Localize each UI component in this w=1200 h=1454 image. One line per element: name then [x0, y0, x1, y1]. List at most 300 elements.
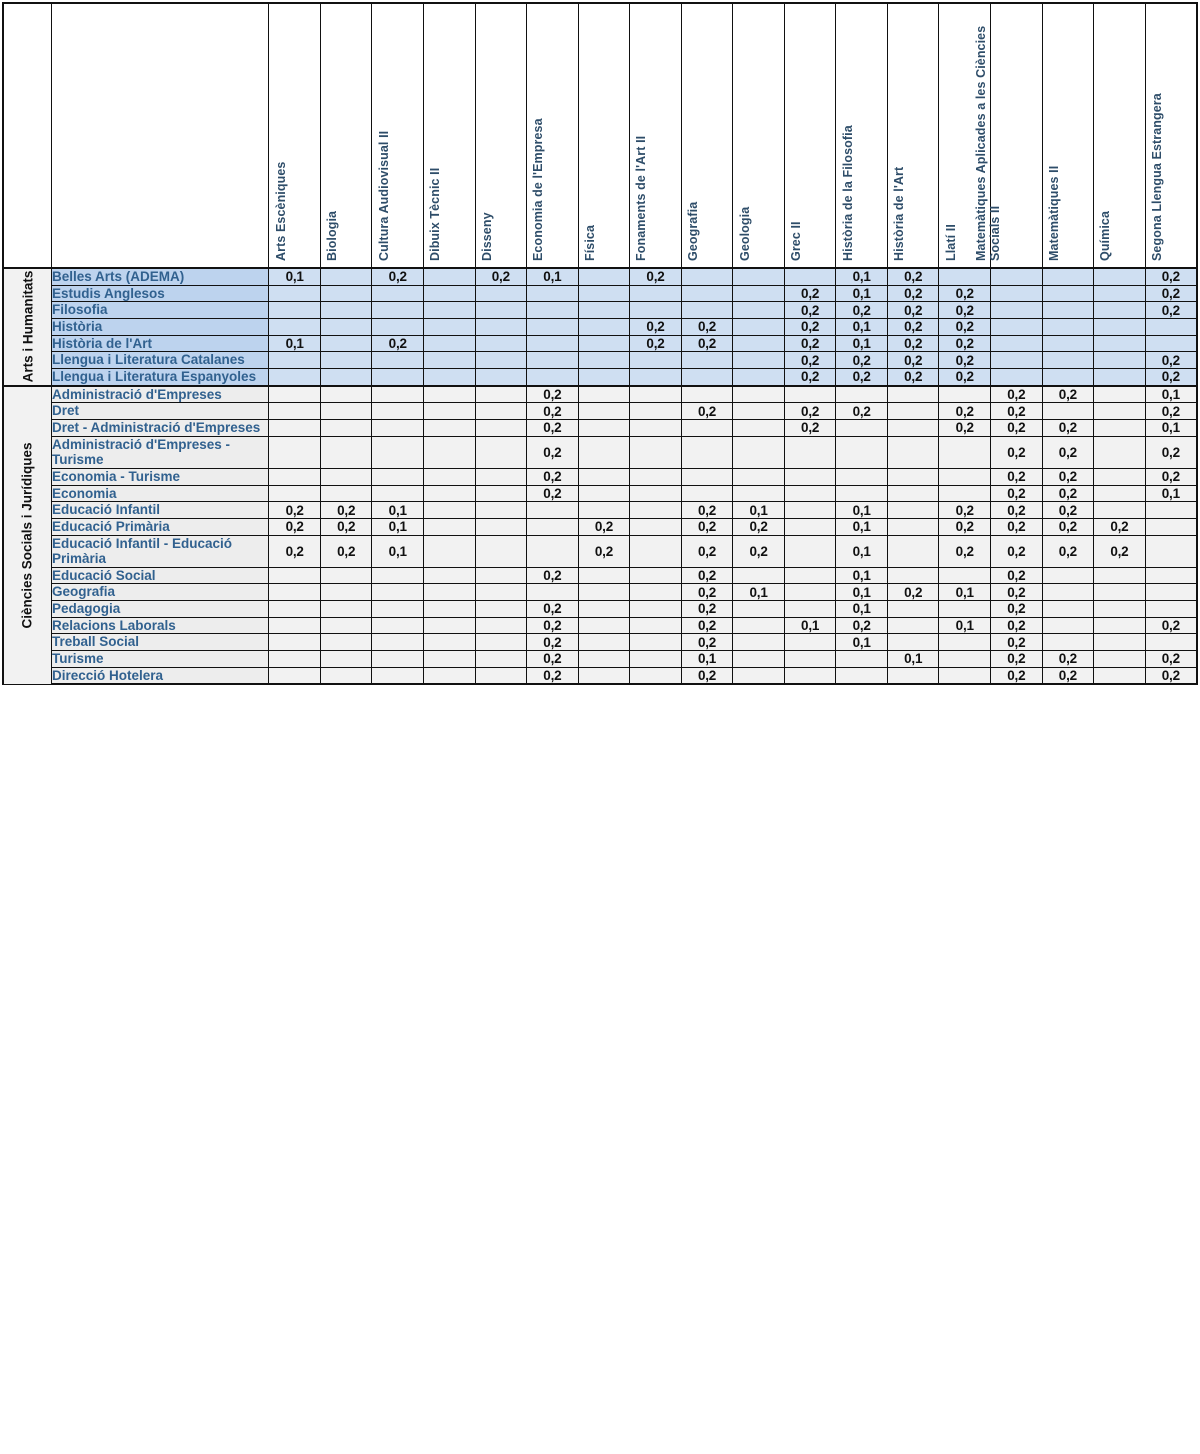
weight-cell: [887, 403, 939, 420]
table-row: [3, 502, 1197, 519]
weight-cell: [733, 667, 785, 684]
weight-cell: [733, 617, 785, 634]
weight-cell: 0,1: [372, 518, 424, 535]
weight-cell: [527, 285, 579, 302]
weight-cell: [578, 335, 630, 352]
weight-cell: [1094, 436, 1146, 468]
weight-cell: 0,2: [1145, 285, 1197, 302]
weight-cell: 0,2: [475, 268, 527, 285]
weight-cell: [424, 386, 476, 403]
column-header-label: Disseny: [479, 212, 494, 261]
weight-cell: [372, 318, 424, 335]
weight-cell: [320, 667, 372, 684]
weight-cell: [1094, 634, 1146, 651]
weight-cell: [1094, 268, 1146, 285]
weight-cell: [578, 601, 630, 618]
weight-cell: [269, 368, 321, 385]
weight-cell: [630, 352, 682, 369]
weight-cell: 0,1: [836, 518, 888, 535]
degree-name-cell: Treball Social: [52, 634, 269, 651]
weight-cell: 0,1: [269, 335, 321, 352]
column-header-label: Matemàtiques II: [1046, 165, 1061, 261]
degree-name-cell: Relacions Laborals: [52, 617, 269, 634]
weight-cell: 0,1: [836, 567, 888, 584]
weight-cell: [630, 302, 682, 319]
weight-cell: 0,2: [991, 502, 1043, 519]
weight-cell: [630, 468, 682, 485]
weight-cell: [1094, 567, 1146, 584]
weight-cell: [320, 285, 372, 302]
weight-cell: [424, 667, 476, 684]
weight-cell: [320, 584, 372, 601]
weight-cell: 0,2: [630, 318, 682, 335]
weight-cell: [320, 352, 372, 369]
degree-name-cell: Dret - Administració d'Empreses: [52, 419, 269, 436]
weight-cell: [269, 318, 321, 335]
weight-cell: [733, 651, 785, 668]
column-header-label: Geologia: [737, 206, 752, 261]
column-header-label: Llatí II: [943, 224, 958, 261]
degree-name-cell: Educació Infantil - Educació Primària: [52, 535, 269, 567]
weight-cell: [424, 518, 476, 535]
table-row: [3, 335, 1197, 352]
table-row: [3, 436, 1197, 468]
column-header-matemàtiques-ii: [1042, 3, 1094, 268]
weight-cell: 0,2: [991, 518, 1043, 535]
weight-cell: [681, 352, 733, 369]
weight-cell: 0,2: [784, 302, 836, 319]
weight-cell: 0,2: [784, 403, 836, 420]
weight-cell: [630, 584, 682, 601]
weight-cell: 0,1: [887, 651, 939, 668]
weight-cell: [424, 485, 476, 502]
weight-cell: 0,2: [887, 302, 939, 319]
weight-cell: 0,2: [1145, 302, 1197, 319]
weight-cell: 0,2: [1145, 268, 1197, 285]
weight-cell: 0,2: [527, 617, 579, 634]
weight-cell: [630, 634, 682, 651]
weight-cell: 0,2: [836, 352, 888, 369]
weight-cell: [784, 502, 836, 519]
weight-cell: 0,2: [1145, 352, 1197, 369]
weight-cell: [733, 468, 785, 485]
weight-cell: [578, 567, 630, 584]
weight-cell: [1094, 302, 1146, 319]
weight-cell: [1145, 567, 1197, 584]
weight-cell: 0,2: [527, 468, 579, 485]
weight-cell: [527, 518, 579, 535]
weight-cell: [578, 386, 630, 403]
column-header-història-de-la-filosofia: [836, 3, 888, 268]
weight-cell: [320, 403, 372, 420]
weight-cell: [939, 436, 991, 468]
column-header-grec-ii: [784, 3, 836, 268]
table-row: [3, 617, 1197, 634]
weight-cell: [991, 335, 1043, 352]
group-label-ciencies-socials-i-juridiques: [3, 386, 52, 685]
table-row: [3, 419, 1197, 436]
weight-cell: [1042, 368, 1094, 385]
weight-cell: [1094, 352, 1146, 369]
weight-cell: [1042, 352, 1094, 369]
weight-cell: [320, 386, 372, 403]
weight-cell: [784, 667, 836, 684]
weight-cell: [887, 436, 939, 468]
weight-cell: [372, 436, 424, 468]
weight-cell: [630, 601, 682, 618]
weight-cell: [1042, 601, 1094, 618]
weight-cell: [475, 318, 527, 335]
weight-cell: [578, 302, 630, 319]
weight-cell: [681, 386, 733, 403]
weight-cell: [372, 386, 424, 403]
weight-cell: [887, 667, 939, 684]
weight-cell: [836, 468, 888, 485]
weighting-table-sheet: [0, 2, 1200, 1454]
weight-cell: 0,2: [991, 651, 1043, 668]
weight-cell: 0,1: [372, 502, 424, 519]
table-row: [3, 302, 1197, 319]
weight-cell: 0,2: [372, 335, 424, 352]
weight-cell: [1145, 335, 1197, 352]
column-header-geologia: [733, 3, 785, 268]
weight-cell: [320, 436, 372, 468]
weight-cell: [1042, 302, 1094, 319]
weight-cell: 0,2: [1042, 535, 1094, 567]
weight-cell: 0,2: [1145, 468, 1197, 485]
weight-cell: [475, 634, 527, 651]
weight-cell: [372, 468, 424, 485]
weight-cell: 0,2: [887, 268, 939, 285]
weight-cell: [475, 535, 527, 567]
weight-cell: 0,2: [784, 285, 836, 302]
weight-cell: [681, 468, 733, 485]
weight-cell: [269, 634, 321, 651]
weight-cell: [1042, 285, 1094, 302]
column-header-label: Dibuix Tècnic II: [428, 167, 443, 261]
weight-cell: 0,2: [527, 485, 579, 502]
column-header-label: Història de la Filosofia: [840, 125, 855, 261]
weight-cell: 0,1: [733, 584, 785, 601]
weight-cell: [320, 651, 372, 668]
table-row: [3, 584, 1197, 601]
weight-cell: 0,2: [939, 285, 991, 302]
weight-cell: [836, 436, 888, 468]
weight-cell: [1042, 335, 1094, 352]
column-header-label: Cultura Audiovisual II: [376, 130, 391, 261]
weight-cell: 0,2: [939, 535, 991, 567]
weight-cell: [630, 617, 682, 634]
weight-cell: [784, 584, 836, 601]
weight-cell: [733, 302, 785, 319]
weight-cell: [836, 485, 888, 502]
weight-cell: [784, 468, 836, 485]
weight-cell: [939, 567, 991, 584]
weight-cell: [269, 403, 321, 420]
weight-cell: [527, 502, 579, 519]
weight-cell: [372, 368, 424, 385]
weight-cell: [681, 419, 733, 436]
weight-cell: 0,1: [836, 335, 888, 352]
weight-cell: 0,2: [681, 584, 733, 601]
degree-name-cell: Economia - Turisme: [52, 468, 269, 485]
weight-cell: [372, 403, 424, 420]
table-body: [3, 268, 1197, 684]
weight-cell: [630, 651, 682, 668]
weight-cell: 0,2: [991, 419, 1043, 436]
weight-cell: [424, 535, 476, 567]
weight-cell: [733, 368, 785, 385]
weight-cell: 0,2: [320, 518, 372, 535]
weight-cell: 0,1: [681, 651, 733, 668]
weight-cell: 0,2: [1042, 386, 1094, 403]
weight-cell: 0,2: [991, 667, 1043, 684]
weight-cell: [269, 386, 321, 403]
weight-cell: [1094, 368, 1146, 385]
weight-cell: [1094, 502, 1146, 519]
weight-cell: [733, 634, 785, 651]
weight-cell: 0,2: [991, 386, 1043, 403]
weight-cell: 0,2: [784, 318, 836, 335]
weight-cell: [424, 436, 476, 468]
weight-cell: 0,2: [887, 335, 939, 352]
weight-cell: [836, 651, 888, 668]
weight-cell: [269, 419, 321, 436]
weight-cell: [733, 601, 785, 618]
weight-cell: [320, 335, 372, 352]
weight-cell: [527, 584, 579, 601]
weight-cell: 0,2: [681, 667, 733, 684]
weight-cell: [269, 601, 321, 618]
degree-name-cell: Història de l'Art: [52, 335, 269, 352]
weight-cell: [578, 285, 630, 302]
weight-cell: [630, 436, 682, 468]
column-header-història-de-lart: [887, 3, 939, 268]
weight-cell: [424, 285, 476, 302]
degree-name-cell: Educació Primària: [52, 518, 269, 535]
column-header-cultura-audiovisual-ii: [372, 3, 424, 268]
weight-cell: [269, 485, 321, 502]
weight-cell: [372, 302, 424, 319]
weight-cell: [475, 485, 527, 502]
weight-cell: [475, 335, 527, 352]
weight-cell: 0,2: [681, 567, 733, 584]
weight-cell: [372, 617, 424, 634]
weight-cell: 0,2: [527, 601, 579, 618]
weight-cell: 0,2: [1145, 368, 1197, 385]
weight-cell: [630, 419, 682, 436]
column-header-biologia: [320, 3, 372, 268]
weight-cell: 0,2: [527, 651, 579, 668]
weight-cell: [939, 601, 991, 618]
table-row: [3, 667, 1197, 684]
weight-cell: [1094, 468, 1146, 485]
weight-cell: [475, 368, 527, 385]
table-row: [3, 485, 1197, 502]
weight-cell: [269, 436, 321, 468]
weight-cell: 0,2: [784, 352, 836, 369]
weight-cell: [1094, 651, 1146, 668]
weight-cell: 0,2: [630, 335, 682, 352]
weight-cell: [630, 502, 682, 519]
weight-cell: [630, 285, 682, 302]
table-row: [3, 386, 1197, 403]
weight-cell: [269, 302, 321, 319]
group-label-text: Ciències Socials i Jurídiques: [20, 442, 36, 629]
column-header-segona-llengua-estrangera: [1145, 3, 1197, 268]
weight-cell: 0,2: [1042, 667, 1094, 684]
weight-cell: [784, 567, 836, 584]
weight-cell: [1145, 318, 1197, 335]
weight-cell: [1094, 667, 1146, 684]
weight-cell: 0,2: [681, 318, 733, 335]
column-header-disseny: [475, 3, 527, 268]
weight-cell: [630, 368, 682, 385]
weight-cell: 0,2: [1042, 651, 1094, 668]
weight-cell: [578, 419, 630, 436]
table-row: [3, 535, 1197, 567]
weight-cell: [527, 352, 579, 369]
weight-cell: [372, 285, 424, 302]
weight-cell: [887, 617, 939, 634]
weight-cell: 0,2: [939, 302, 991, 319]
subject-weighting-table: [2, 2, 1198, 685]
column-header-geografia: [681, 3, 733, 268]
weight-cell: [991, 318, 1043, 335]
weight-cell: [475, 651, 527, 668]
degree-name-cell: Filosofia: [52, 302, 269, 319]
weight-cell: 0,1: [1145, 386, 1197, 403]
weight-cell: 0,2: [578, 518, 630, 535]
weight-cell: 0,2: [939, 518, 991, 535]
weight-cell: 0,2: [784, 368, 836, 385]
weight-cell: 0,2: [1145, 651, 1197, 668]
table-row: [3, 601, 1197, 618]
weight-cell: [475, 436, 527, 468]
degree-name-cell: Administració d'Empreses: [52, 386, 269, 403]
weight-cell: [887, 567, 939, 584]
weight-cell: [372, 419, 424, 436]
weight-cell: [887, 601, 939, 618]
weight-cell: 0,1: [733, 502, 785, 519]
weight-cell: 0,1: [939, 584, 991, 601]
weight-cell: 0,2: [269, 518, 321, 535]
weight-cell: [320, 318, 372, 335]
weight-cell: 0,2: [991, 403, 1043, 420]
weight-cell: [320, 419, 372, 436]
weight-cell: [578, 268, 630, 285]
weight-cell: 0,2: [681, 634, 733, 651]
weight-cell: 0,1: [836, 318, 888, 335]
weight-cell: [527, 302, 579, 319]
weight-cell: 0,2: [681, 403, 733, 420]
weight-cell: 0,2: [681, 335, 733, 352]
weight-cell: [578, 584, 630, 601]
weight-cell: [269, 667, 321, 684]
weight-cell: [578, 318, 630, 335]
weight-cell: 0,2: [939, 403, 991, 420]
weight-cell: 0,1: [836, 634, 888, 651]
weight-cell: 0,2: [939, 419, 991, 436]
weight-cell: 0,2: [991, 485, 1043, 502]
weight-cell: 0,1: [836, 268, 888, 285]
weight-cell: [1145, 535, 1197, 567]
weight-cell: [1042, 634, 1094, 651]
weight-cell: 0,2: [887, 368, 939, 385]
weight-cell: 0,2: [681, 502, 733, 519]
weight-cell: [733, 285, 785, 302]
weight-cell: [733, 419, 785, 436]
weight-cell: [424, 634, 476, 651]
weight-cell: [372, 584, 424, 601]
weight-cell: 0,2: [1042, 419, 1094, 436]
weight-cell: [1094, 601, 1146, 618]
weight-cell: 0,2: [887, 584, 939, 601]
weight-cell: 0,1: [836, 285, 888, 302]
weight-cell: [681, 268, 733, 285]
weight-cell: [939, 485, 991, 502]
weight-cell: [784, 436, 836, 468]
weight-cell: 0,2: [527, 667, 579, 684]
weight-cell: [475, 518, 527, 535]
column-header-label: Arts Escèniques: [273, 161, 288, 261]
column-header-economia-de-lempresa: [527, 3, 579, 268]
weight-cell: 0,2: [1094, 518, 1146, 535]
weight-cell: 0,2: [1145, 617, 1197, 634]
weight-cell: [1145, 584, 1197, 601]
weight-cell: 0,1: [527, 268, 579, 285]
weight-cell: [372, 667, 424, 684]
weight-cell: [733, 386, 785, 403]
weight-cell: 0,2: [991, 436, 1043, 468]
table-row: [3, 318, 1197, 335]
weight-cell: 0,2: [630, 268, 682, 285]
column-header-arts-escèniques: [269, 3, 321, 268]
degree-name-cell: Educació Infantil: [52, 502, 269, 519]
degree-name-cell: Direcció Hotelera: [52, 667, 269, 684]
weight-cell: [887, 468, 939, 485]
weight-cell: 0,1: [784, 617, 836, 634]
weight-cell: 0,2: [681, 617, 733, 634]
weight-cell: 0,2: [836, 368, 888, 385]
weight-cell: [681, 302, 733, 319]
weight-cell: [630, 485, 682, 502]
weight-cell: [372, 601, 424, 618]
weight-cell: 0,1: [836, 584, 888, 601]
weight-cell: [424, 567, 476, 584]
weight-cell: [475, 403, 527, 420]
weight-cell: [578, 436, 630, 468]
weight-cell: 0,2: [1042, 502, 1094, 519]
weight-cell: [578, 634, 630, 651]
weight-cell: [887, 518, 939, 535]
weight-cell: [578, 667, 630, 684]
weight-cell: [991, 268, 1043, 285]
weight-cell: [681, 485, 733, 502]
weight-cell: [733, 268, 785, 285]
weight-cell: [836, 667, 888, 684]
degree-name-cell: Administració d'Empreses - Turisme: [52, 436, 269, 468]
weight-cell: [424, 335, 476, 352]
weight-cell: 0,2: [939, 502, 991, 519]
weight-cell: [1094, 403, 1146, 420]
weight-cell: [578, 617, 630, 634]
weight-cell: [733, 352, 785, 369]
table-row: [3, 368, 1197, 385]
weight-cell: [1094, 285, 1146, 302]
weight-cell: [475, 386, 527, 403]
weight-cell: [991, 368, 1043, 385]
